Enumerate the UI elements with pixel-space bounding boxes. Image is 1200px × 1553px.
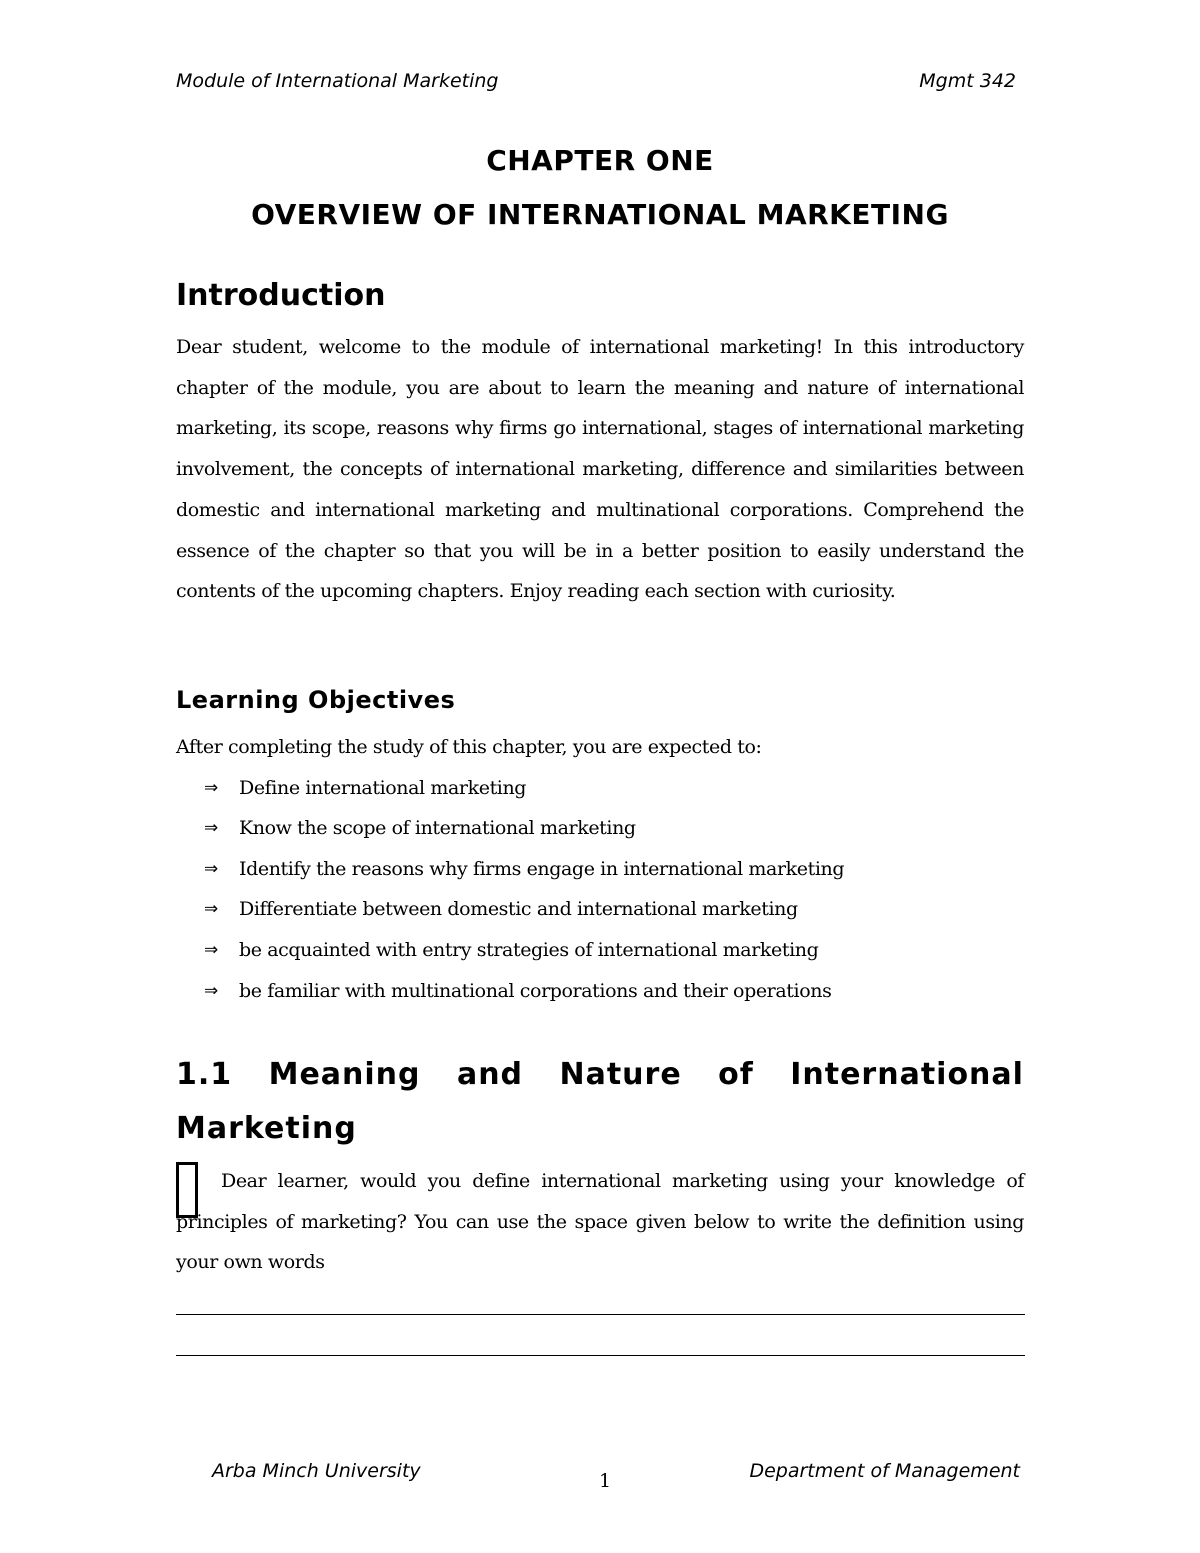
answer-line[interactable] bbox=[176, 1314, 1025, 1315]
list-item: ⇒ Differentiate between domestic and international marketing bbox=[176, 889, 1024, 930]
section-heading-line-1: 1.1 Meaning and Nature of International bbox=[176, 1057, 1024, 1092]
activity-body bbox=[176, 1161, 1024, 1283]
objectives-list bbox=[176, 768, 1024, 1012]
arrow-right-icon: ⇒ bbox=[204, 858, 218, 879]
list-item: ⇒ be familiar with multinational corporations and their operations bbox=[176, 971, 1024, 1012]
list-item: ⇒ be acquainted with entry strategies of international marketing bbox=[176, 930, 1024, 971]
objectives-body bbox=[176, 727, 1024, 1011]
chapter-number: CHAPTER ONE bbox=[486, 144, 714, 177]
section-1-1-heading bbox=[176, 1048, 1024, 1156]
objectives-lead: After completing the study of this chapter, you are expected to: bbox=[176, 736, 762, 758]
footer-university: Arba Minch University bbox=[212, 1460, 421, 1482]
chapter-title: OVERVIEW OF INTERNATIONAL MARKETING bbox=[251, 198, 949, 231]
arrow-right-icon: ⇒ bbox=[204, 980, 218, 1001]
arrow-right-icon: ⇒ bbox=[204, 899, 218, 920]
answer-line[interactable] bbox=[176, 1355, 1025, 1356]
arrow-right-icon: ⇒ bbox=[204, 777, 218, 798]
arrow-right-icon: ⇒ bbox=[204, 940, 218, 961]
objectives-section bbox=[176, 686, 1024, 714]
header-module-title: Module of International Marketing bbox=[176, 70, 499, 92]
introduction-body bbox=[176, 327, 1024, 612]
page-number: 1 bbox=[598, 1470, 612, 1492]
introduction-section bbox=[176, 278, 1024, 313]
introduction-paragraph: Dear student, welcome to the module of international marketing! In this introductory chapter of the module, you are about to learn the meaning and nature of international marketing, its scope, reasons why firms go international, stages of international marketing involvement, the concepts of international marketing, difference and similarities between domestic and international marketing and multinational corporations. Comprehend the essence of the chapter so that you will be in a better position to easily understand the contents of the upcoming chapters. Enjoy reading each section with curiosity. bbox=[176, 336, 1024, 603]
list-item: ⇒ Know the scope of international marketing bbox=[176, 808, 1024, 849]
objectives-heading: Learning Objectives bbox=[176, 686, 456, 714]
activity-paragraph: Dear learner, would you define international marketing using your knowledge of principles of marketing? You can use the space given below to write the definition using your own words bbox=[176, 1170, 1024, 1274]
introduction-heading: Introduction bbox=[176, 278, 386, 313]
footer-department: Department of Management bbox=[749, 1460, 1020, 1482]
header-course-code: Mgmt 342 bbox=[919, 70, 1016, 92]
list-item: ⇒ Identify the reasons why firms engage in international marketing bbox=[176, 849, 1024, 890]
arrow-right-icon: ⇒ bbox=[204, 818, 218, 839]
section-heading-line-2: Marketing bbox=[176, 1111, 357, 1146]
list-item: ⇒ Define international marketing bbox=[176, 768, 1024, 809]
